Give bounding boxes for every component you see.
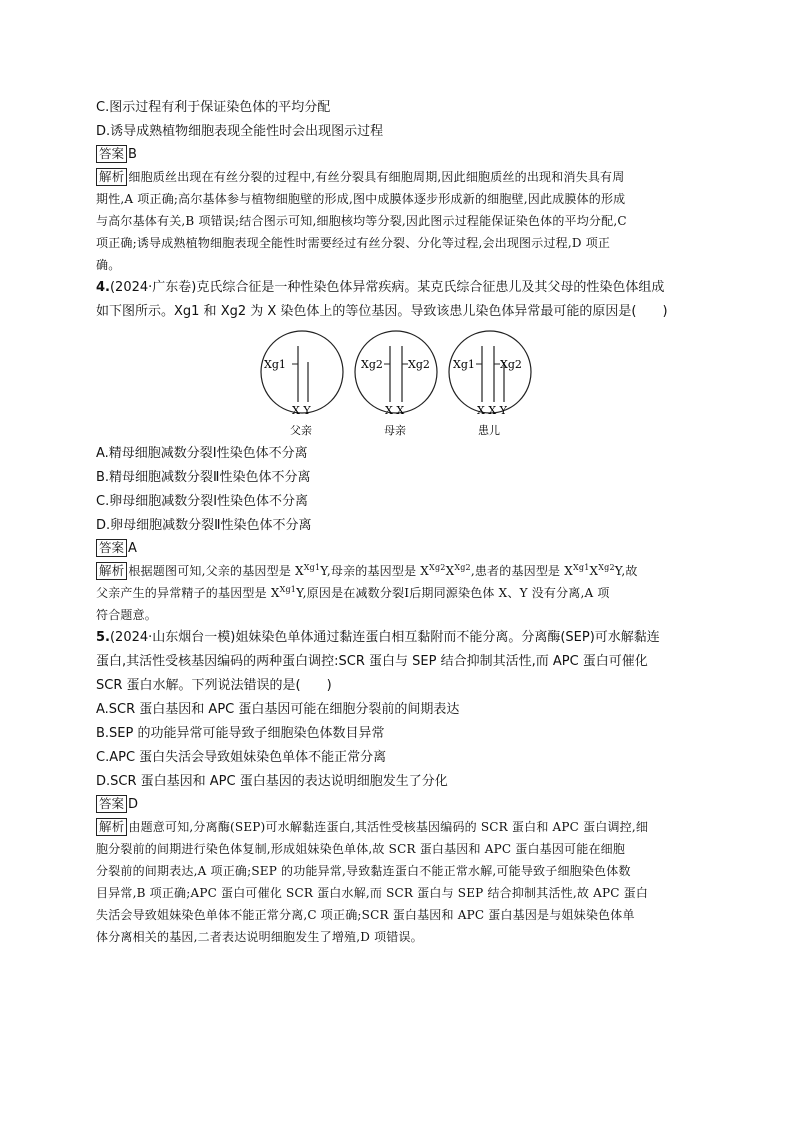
question-line: 如下图所示。Xg1 和 Xg2 为 X 染色体上的等位基因。导致该患儿染色体异常最可能的原因是( ) — [96, 304, 668, 319]
chromosome-label: X X Y — [477, 404, 507, 417]
q4-explanation — [96, 560, 696, 626]
q5-option-c: C.APC 蛋白失活会导致姐妹染色单体不能正常分离 — [96, 750, 387, 765]
cell-label-father: 父亲 — [290, 424, 312, 437]
question-line: SCR 蛋白水解。下列说法错误的是( ) — [96, 678, 332, 693]
explanation-line: 符合题意。 — [96, 608, 158, 622]
explanation-line: 由题意可知,分离酶(SEP)可水解黏连蛋白,其活性受核基因编码的 SCR 蛋白和 APC 蛋白调控,细 — [128, 820, 649, 834]
explanation-tag: 解析 — [96, 562, 127, 580]
q5-answer — [96, 794, 696, 816]
gene-label: Xg2 — [500, 358, 522, 371]
explanation-line: 体分离相关的基因,二者表达说明细胞发生了增殖,D 项错误。 — [96, 930, 423, 944]
answer-value: D — [128, 797, 139, 812]
question-line: (2024·广东卷)克氏综合征是一种性染色体异常疾病。某克氏综合征患儿及其父母的性染色体组成 — [109, 280, 665, 295]
chromosome-label: X Y — [292, 404, 311, 417]
gene-label: Xg2 — [408, 358, 430, 371]
explanation-line: 项正确;诱导成熟植物细胞表现全能性时需要经过有丝分裂、分化等过程,会出现图示过程,D 项正 — [96, 236, 611, 250]
explanation-tag: 解析 — [96, 168, 127, 186]
q5-option-a: A.SCR 蛋白基因和 APC 蛋白基因可能在细胞分裂前的间期表达 — [96, 702, 460, 717]
prev-option-d: D.诱导成熟植物细胞表现全能性时会出现图示过程 — [96, 124, 384, 139]
gene-label: Xg1 — [453, 358, 475, 371]
q4-option-a: A.精母细胞减数分裂Ⅰ性染色体不分离 — [96, 446, 308, 461]
question-4 — [96, 276, 696, 324]
q5-option-b: B.SEP 的功能异常可能导致子细胞染色体数目异常 — [96, 726, 385, 741]
explanation-line: 失活会导致姐妹染色单体不能正常分离,C 项正确;SCR 蛋白基因和 APC 蛋白基因是与姐妹染色体单 — [96, 908, 635, 922]
answer-tag: 答案 — [96, 539, 127, 557]
gene-label: Xg2 — [361, 358, 383, 371]
explanation-line: 与高尔基体有关,B 项错误;结合图示可知,细胞核均等分裂,因此图示过程能保证染色体的平均分配,C — [96, 214, 627, 228]
q4-option-c: C.卵母细胞减数分裂Ⅰ性染色体不分离 — [96, 494, 309, 509]
explanation-line: 分裂前的间期表达,A 项正确;SEP 的功能异常,导致黏连蛋白不能正常水解,可能导致子细胞染色体数 — [96, 864, 631, 878]
cell-child — [449, 331, 531, 437]
explanation-line: 细胞质丝出现在有丝分裂的过程中,有丝分裂具有细胞周期,因此细胞质丝的出现和消失具有周 — [128, 170, 625, 184]
document-page — [96, 96, 696, 948]
explanation-line: 胞分裂前的间期进行染色体复制,形成姐妹染色单体,故 SCR 蛋白基因和 APC 蛋白基因可能在细胞 — [96, 842, 626, 856]
cell-membrane — [449, 331, 531, 413]
question-number: 4. — [96, 280, 110, 295]
cell-mother — [355, 331, 437, 437]
cell-father — [261, 331, 343, 437]
question-number: 5. — [96, 630, 110, 645]
q4-option-b: B.精母细胞减数分裂Ⅱ性染色体不分离 — [96, 470, 311, 485]
prev-explanation — [96, 166, 696, 276]
explanation-line: 父亲产生的异常精子的基因型是 $X^{Xg1}Y$,原因是在减数分裂Ⅰ后期同源染色体 X、Y 没有分离,A 项 — [96, 585, 610, 600]
cell-membrane — [355, 331, 437, 413]
chromosome-figure — [96, 328, 696, 438]
cell-membrane — [261, 331, 343, 413]
chromosome-label: X X — [385, 404, 405, 417]
question-line: 蛋白,其活性受核基因编码的两种蛋白调控:SCR 蛋白与 SEP 结合抑制其活性,而 APC 蛋白可催化 — [96, 654, 648, 669]
q5-explanation — [96, 816, 696, 948]
explanation-line: 期性,A 项正确;高尔基体参与植物细胞壁的形成,图中成膜体逐步形成新的细胞壁,因此成膜体的形成 — [96, 192, 626, 206]
prev-answer — [96, 144, 696, 166]
q4-option-d: D.卵母细胞减数分裂Ⅱ性染色体不分离 — [96, 518, 312, 533]
q5-option-d: D.SCR 蛋白基因和 APC 蛋白基因的表达说明细胞发生了分化 — [96, 774, 448, 789]
answer-tag: 答案 — [96, 795, 127, 813]
prev-option-c: C.图示过程有利于保证染色体的平均分配 — [96, 100, 331, 115]
question-line: (2024·山东烟台一模)姐妹染色单体通过黏连蛋白相互黏附而不能分离。分离酶(SEP)可水解黏连 — [109, 630, 660, 645]
answer-value: B — [128, 147, 137, 162]
explanation-line: 目异常,B 项正确;APC 蛋白可催化 SCR 蛋白水解,而 SCR 蛋白与 SEP 结合抑制其活性,故 APC 蛋白 — [96, 886, 649, 900]
explanation-tag: 解析 — [96, 818, 127, 836]
answer-value: A — [128, 541, 137, 556]
q4-answer — [96, 538, 696, 560]
answer-tag: 答案 — [96, 145, 127, 163]
explanation-line: 确。 — [96, 258, 121, 272]
gene-label: Xg1 — [264, 358, 286, 371]
chromosome-diagram — [258, 328, 538, 438]
explanation-line: 根据题图可知,父亲的基因型是 $X^{Xg1}Y$,母亲的基因型是 $X^{Xg2}X^{Xg2}$,患者的基因型是 $X^{Xg1}X^{Xg2}Y$,故 — [128, 563, 638, 578]
cell-label-mother: 母亲 — [384, 424, 406, 437]
question-5 — [96, 626, 696, 698]
cell-label-child: 患儿 — [478, 424, 500, 437]
